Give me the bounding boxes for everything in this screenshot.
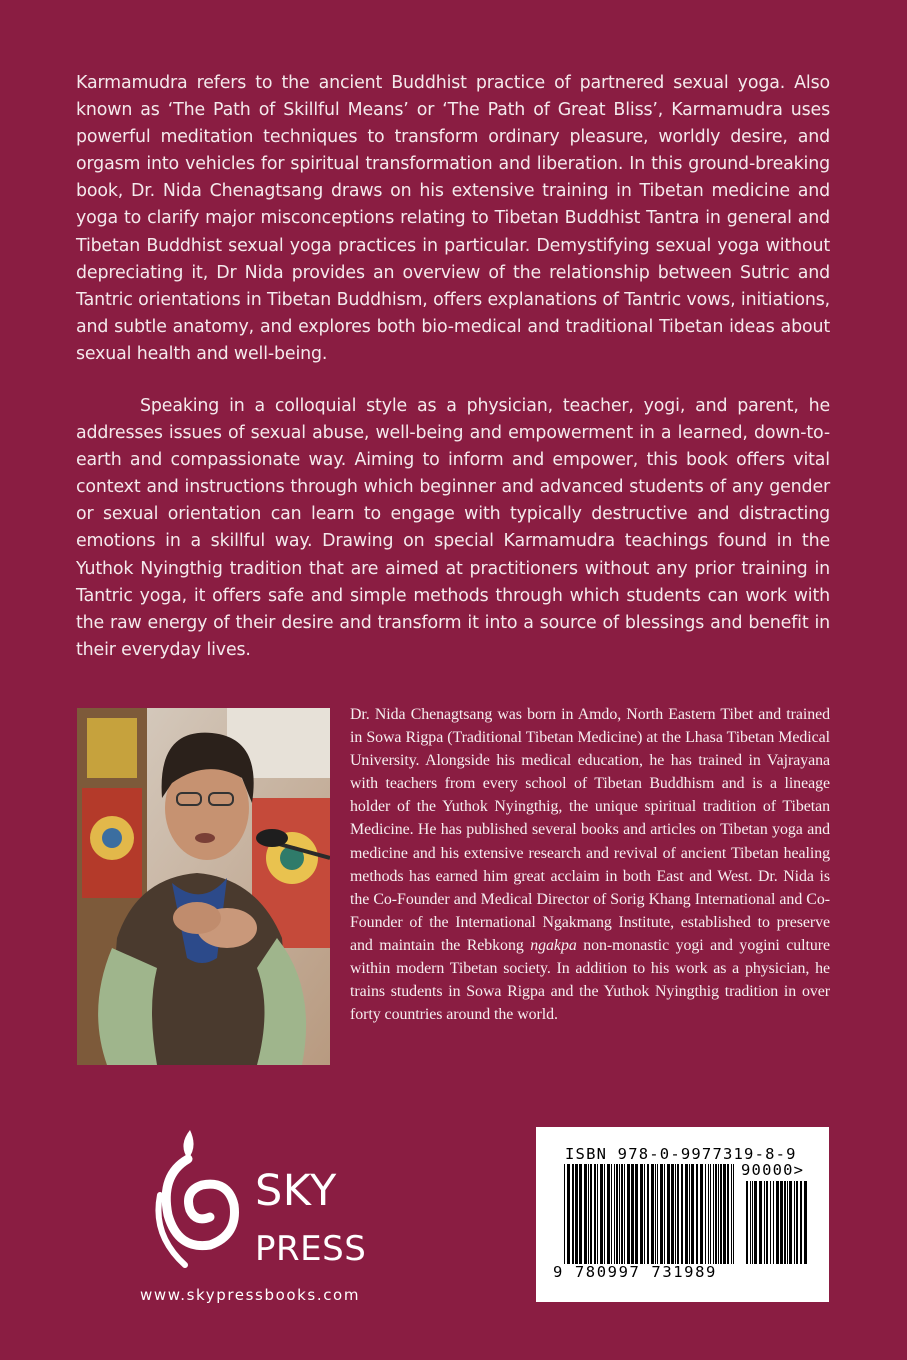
barcode-bar xyxy=(766,1181,768,1264)
author-bio-italic: ngakpa xyxy=(530,936,577,954)
barcode-bar xyxy=(713,1164,714,1264)
barcode-bar xyxy=(564,1164,565,1264)
barcode-bar xyxy=(784,1181,786,1264)
barcode-bar xyxy=(770,1181,771,1264)
barcode-bar xyxy=(584,1164,587,1264)
barcode-bar xyxy=(604,1164,605,1264)
barcode-bar xyxy=(789,1181,792,1264)
barcode-bar xyxy=(718,1164,719,1264)
price-code: 90000> xyxy=(741,1161,805,1179)
barcode-bar xyxy=(640,1164,643,1264)
barcode-bar xyxy=(619,1164,620,1264)
barcode-bar xyxy=(614,1164,615,1264)
isbn-barcode xyxy=(536,1127,829,1302)
barcode-bar xyxy=(655,1164,656,1264)
barcode-bar xyxy=(727,1164,729,1264)
barcode-bar xyxy=(651,1164,654,1264)
barcode-bar xyxy=(764,1181,765,1264)
author-bio-text: Dr. Nida Chenagtsang was born in Amdo, North Eastern Tibet and trained in Sowa Rigpa (Traditional Tibetan Medicine) at the Lhasa Tibetan Medical University. Alongside his medical education, he has trained in Vajrayana with teachers from every school of Tibetan Buddhism and is a lineage holder of the Yuthok Nyingthig, the unique spiritual tradition of Tibetan Medicine. He has published several books and articles on Tibetan yoga and medicine and his extensive research and revival of ancient Tibetan healing methods has earned him great acclaim in both East and West. Dr. Nida is the Co-Founder and Medical Director of Sorig Khang International and Co-Founder of the International Ngakmang Institute, established to preserve and maintain the Rebkong xyxy=(350,706,830,954)
barcode-bar xyxy=(708,1164,709,1264)
barcode-bar xyxy=(780,1181,783,1264)
barcode-bar xyxy=(796,1181,798,1264)
barcode-bar xyxy=(627,1164,630,1264)
barcode-bar xyxy=(689,1164,690,1264)
barcode-bar xyxy=(657,1164,658,1264)
barcode-bar xyxy=(746,1181,748,1264)
barcode-bar xyxy=(667,1164,670,1264)
barcode-bar xyxy=(691,1164,694,1264)
barcode-bar xyxy=(752,1181,753,1264)
barcode-bar xyxy=(776,1181,779,1264)
barcode-bar xyxy=(597,1164,598,1264)
publisher-name-sky: SKY xyxy=(255,1166,337,1216)
barcode-bar xyxy=(579,1164,582,1264)
barcode-bar xyxy=(720,1164,722,1264)
barcode-bar xyxy=(611,1164,612,1264)
barcode-bar xyxy=(590,1164,592,1264)
barcode-bar xyxy=(575,1164,578,1264)
barcode-bar xyxy=(696,1164,698,1264)
barcode-bar xyxy=(754,1181,757,1264)
barcode-bar xyxy=(715,1164,717,1264)
barcode-bar xyxy=(723,1164,726,1264)
barcode-bar xyxy=(804,1181,807,1264)
barcode-bar xyxy=(621,1164,623,1264)
barcode-bar xyxy=(677,1164,679,1264)
author-bio-text-end: non-monastic yogi and yogini culture within modern Tibetan society. In addition to his work as a physician, he trains students in Sowa Rigpa and the Yuthok Nyingthig tradition in over forty countries around the world. xyxy=(350,936,830,1024)
barcode-bar xyxy=(644,1164,645,1264)
barcode-bar xyxy=(700,1164,703,1264)
barcode-bar xyxy=(794,1181,795,1264)
barcode-bar xyxy=(664,1164,665,1264)
author-bio xyxy=(350,703,830,1026)
barcode-bar xyxy=(647,1164,649,1264)
barcode-bars xyxy=(564,1164,734,1264)
isbn-label: ISBN 978-0-9977319-8-9 xyxy=(565,1145,797,1163)
publisher-name-press: PRESS xyxy=(255,1229,367,1269)
barcode-bar xyxy=(773,1181,774,1264)
barcode-bar xyxy=(567,1164,570,1264)
barcode-bar xyxy=(671,1164,674,1264)
ean-digits: 9 780997 731989 xyxy=(553,1263,717,1281)
barcode-bar xyxy=(607,1164,610,1264)
barcode-bar xyxy=(660,1164,663,1264)
barcode-bar xyxy=(685,1164,688,1264)
barcode-bar xyxy=(675,1164,676,1264)
barcode-bar xyxy=(750,1181,751,1264)
barcode-bar xyxy=(631,1164,634,1264)
barcode-bar xyxy=(800,1181,802,1264)
barcode-bar xyxy=(616,1164,618,1264)
barcode-bar xyxy=(759,1181,762,1264)
barcode-bar xyxy=(624,1164,625,1264)
publisher-website[interactable]: www.skypressbooks.com xyxy=(140,1286,361,1304)
barcode-bar xyxy=(572,1164,574,1264)
barcode-bar xyxy=(787,1181,788,1264)
barcode-bar xyxy=(635,1164,638,1264)
barcode-bar xyxy=(600,1164,603,1264)
description-paragraph-1: Karmamudra refers to the ancient Buddhist practice of partnered sexual yoga. Also known as ‘The Path of Skillful Means’ or ‘The Path of Great Bliss’, Karmamudra uses powerful meditation techniques to transform ordinary pleasure, worldly desire, and orgasm into vehicles for spiritual transformation and liberation. In this ground-breaking book, Dr. Nida Chenagtsang draws on his extensive training in Tibetan medicine and yoga to clarify major misconceptions relating to Tibetan Buddhist Tantra in general and Tibetan Buddhist sexual yoga practices in particular. Demystifying sexual yoga without depreciating it, Dr Nida provides an overview of the relationship between Sutric and Tantric orientations in Tibetan Buddhism, offers explanations of Tantric vows, initiations, and subtle anatomy, and explores both bio-medical and traditional Tibetan ideas about sexual health and well-being. xyxy=(76,73,830,364)
barcode-bar xyxy=(588,1164,589,1264)
barcode-bar xyxy=(733,1164,734,1264)
barcode-bar xyxy=(705,1164,706,1264)
barcode-bar xyxy=(681,1164,683,1264)
author-photo xyxy=(77,708,330,1065)
barcode-bar xyxy=(731,1164,732,1264)
barcode-bar xyxy=(710,1164,711,1264)
addon-barcode-bars xyxy=(746,1181,808,1264)
barcode-bar xyxy=(594,1164,596,1264)
description-paragraph-2: Speaking in a colloquial style as a physician, teacher, yogi, and parent, he addresses issues of sexual abuse, well-being and empowerment in a learned, down-to-earth and compassionate way. Aiming to inform and empower, this book offers vital context and instructions through which beginner and advanced students of any gender or sexual orientation can learn to engage with typically destructive and distracting emotions in a skillful way. Drawing on special Karmamudra teachings found in the Yuthok Nyingthig tradition that are aimed at practitioners without any prior training in Tantric yoga, it offers safe and simple methods through which students can work with the raw energy of their desire and transform it into a source of blessings and benefit in their everyday lives. xyxy=(76,396,830,660)
